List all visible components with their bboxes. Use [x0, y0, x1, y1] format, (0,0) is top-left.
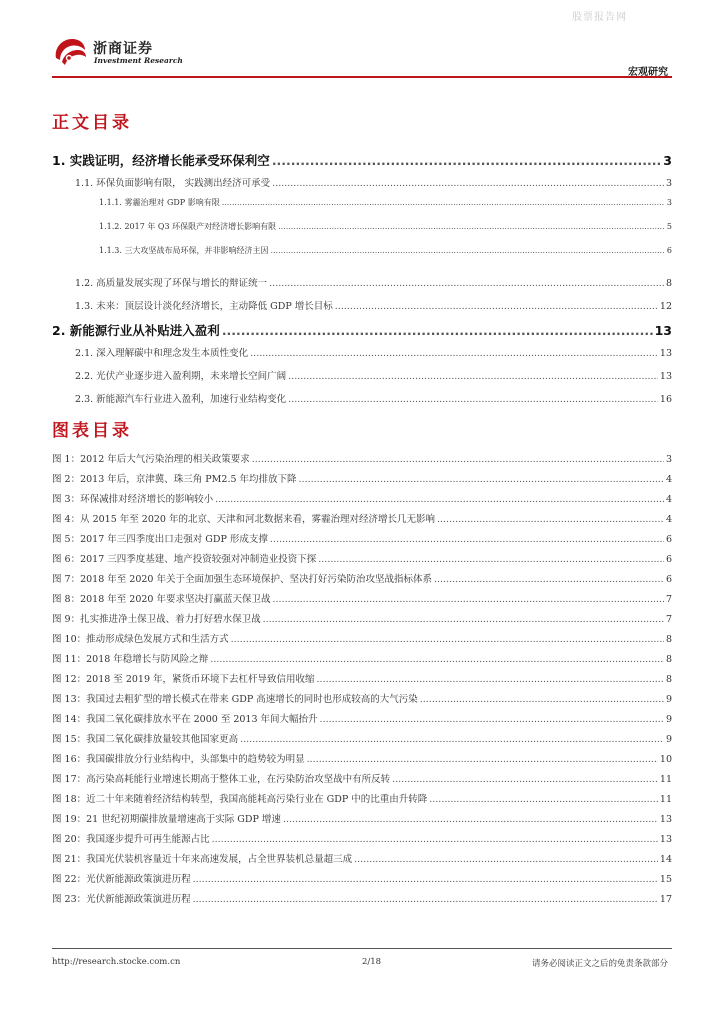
toc-entry-label: 1. 实践证明，经济增长能承受环保利空 [52, 153, 270, 168]
figure-entry-page: 4 [665, 494, 672, 505]
toc-entry-label: 2.1. 深入理解碳中和理念发生本质性变化 [75, 348, 249, 359]
figure-entry[interactable] [52, 611, 672, 625]
dot-leader [420, 694, 664, 705]
figure-entry-label: 图 11：2018 年稳增长与防风险之辩 [52, 654, 209, 665]
dot-leader [335, 301, 658, 312]
figure-entry-label: 图 2：2013 年后，京津冀、珠三角 PM2.5 年均排放下降 [52, 474, 297, 485]
dot-leader [392, 774, 658, 785]
figure-entry[interactable] [52, 571, 672, 585]
dot-leader [270, 534, 664, 545]
figure-entry-label: 图 6：2017 三四季度基建、地产投资较强对冲制造业投资下探 [52, 554, 317, 565]
figure-list-title: 图表目录 [52, 421, 132, 441]
dot-leader [288, 394, 658, 405]
dot-leader [240, 734, 664, 745]
footer-url[interactable]: http://research.stocke.com.cn [52, 957, 181, 967]
figure-entry-page: 14 [659, 854, 672, 865]
dot-leader [215, 494, 664, 505]
dot-leader [263, 614, 664, 625]
figure-entry[interactable] [52, 791, 672, 805]
figure-entry-page: 8 [665, 654, 672, 665]
figure-entry-page: 8 [665, 634, 672, 645]
figure-entry-label: 图 17：高污染高耗能行业增速长期高于整体工业，在污染防治攻坚战中有所反转 [52, 774, 391, 785]
figure-entry[interactable] [52, 671, 672, 685]
figure-entry[interactable] [52, 691, 672, 705]
dot-leader [231, 634, 664, 645]
figure-entry-page: 15 [659, 874, 672, 885]
toc-entry[interactable] [52, 151, 672, 169]
toc-entry[interactable] [75, 368, 672, 382]
figure-entry-page: 9 [665, 714, 672, 725]
toc-entry-page: 3 [663, 153, 672, 168]
brand-name-en: Investment Research [94, 56, 183, 65]
dot-leader [320, 714, 664, 725]
figure-entry-label: 图 3：环保减排对经济增长的影响较小 [52, 494, 214, 505]
figure-entry[interactable] [52, 471, 672, 485]
figure-entry-page: 7 [665, 594, 672, 605]
figure-entry-page: 11 [659, 774, 672, 785]
toc-entry-page: 5 [666, 222, 672, 231]
figure-entry[interactable] [52, 531, 672, 545]
toc-entry-label: 2.3. 新能源汽车行业进入盈利，加速行业结构变化 [75, 394, 287, 405]
toc-entry-page: 8 [665, 278, 672, 289]
toc-entry-page: 16 [659, 394, 672, 405]
toc-entry[interactable] [99, 197, 672, 208]
toc-entry-page: 12 [659, 301, 672, 312]
dot-leader [437, 514, 664, 525]
dot-leader [434, 574, 664, 585]
figure-entry-page: 10 [659, 754, 672, 765]
toc-entry-page: 13 [659, 348, 672, 359]
figure-entry-label: 图 18：近二十年来随着经济结构转型，我国高能耗高污染行业在 GDP 中的比重由升转降 [52, 794, 428, 805]
figure-entry[interactable] [52, 711, 672, 725]
dot-leader [429, 794, 658, 805]
dot-leader [222, 198, 665, 207]
header-divider [52, 76, 672, 78]
toc-entry-label: 1.1.1. 雾霾治理对 GDP 影响有限 [99, 198, 220, 207]
dot-leader [212, 834, 658, 845]
figure-entry[interactable] [52, 771, 672, 785]
brand-logo-icon [52, 36, 88, 68]
toc-entry-label: 2. 新能源行业从补贴进入盈利 [52, 323, 220, 338]
figure-entry-label: 图 22：光伏新能源政策演进历程 [52, 874, 191, 885]
figure-entry[interactable] [52, 631, 672, 645]
dot-leader [283, 814, 658, 825]
dot-leader [288, 371, 658, 382]
figure-entry-page: 9 [665, 734, 672, 745]
figure-entry[interactable] [52, 451, 672, 465]
toc-entry[interactable] [99, 221, 672, 232]
toc-entry-label: 1.1. 环保负面影响有限， 实践测出经济可承受 [75, 178, 271, 189]
toc-entry[interactable] [75, 275, 672, 289]
dot-leader [252, 454, 664, 465]
dot-leader [272, 594, 663, 605]
figure-entry[interactable] [52, 551, 672, 565]
dot-leader [299, 474, 664, 485]
dot-leader [250, 348, 658, 359]
toc-entry[interactable] [75, 391, 672, 405]
figure-entry-label: 图 15：我国二氧化碳排放量较其他国家更高 [52, 734, 239, 745]
figure-entry-page: 17 [659, 894, 672, 905]
figure-entry[interactable] [52, 851, 672, 865]
figure-entry-page: 4 [665, 474, 672, 485]
dot-leader [272, 153, 661, 168]
figure-entry-page: 6 [665, 554, 672, 565]
watermark: 股票报告网 [572, 12, 627, 23]
figure-entry[interactable] [52, 651, 672, 665]
dot-leader [193, 874, 658, 885]
toc-entry-page: 3 [665, 178, 672, 189]
dot-leader [222, 323, 653, 338]
figure-entry-page: 3 [665, 454, 672, 465]
toc-entry-label: 2.2. 光伏产业逐步进入盈利期，未来增长空间广阔 [75, 371, 287, 382]
toc-entry-label: 1.2. 高质量发展实现了环保与增长的辩证统一 [75, 278, 268, 289]
figure-entry-page: 9 [665, 694, 672, 705]
figure-entry[interactable] [52, 891, 672, 905]
toc-entry[interactable] [75, 175, 672, 189]
dot-leader [272, 178, 664, 189]
dot-leader [354, 854, 658, 865]
figure-entry-page: 11 [659, 794, 672, 805]
figure-entry[interactable] [52, 731, 672, 745]
figure-entry[interactable] [52, 491, 672, 505]
disclaimer-note: 请务必阅读正文之后的免责条款部分 [531, 959, 668, 969]
toc-entry-page: 13 [654, 323, 672, 338]
figure-entry-label: 图 13：我国过去粗犷型的增长模式在带来 GDP 高速增长的同时也形成较高的大气污染 [52, 694, 418, 705]
dot-leader [269, 278, 664, 289]
dot-leader [317, 674, 664, 685]
figure-entry[interactable] [52, 751, 672, 765]
footer-divider [52, 948, 672, 949]
figure-entry-label: 图 14：我国二氧化碳排放水平在 2000 至 2013 年间大幅抬升 [52, 714, 318, 725]
figure-entry-page: 8 [665, 674, 672, 685]
dot-leader [210, 654, 664, 665]
figure-entry-label: 图 12：2018 至 2019 年，紧货币环境下去杠杆导致信用收缩 [52, 674, 315, 685]
figure-entry-label: 图 4：从 2015 年至 2020 年的北京、天津和河北数据来看，雾霾治理对经济增长几无影响 [52, 514, 435, 525]
page-number: 2/18 [362, 957, 382, 967]
figure-entry-label: 图 7：2018 年至 2020 年关于全面加强生态环境保护、坚决打好污染防治攻坚战指标体系 [52, 574, 432, 585]
toc-entry-label: 1.1.2. 2017 年 Q3 环保限产对经济增长影响有限 [99, 222, 277, 231]
toc-entry-label: 1.3. 未来：顶层设计淡化经济增长，主动降低 GDP 增长目标 [75, 301, 333, 312]
toc-entry-page: 13 [659, 371, 672, 382]
toc-entry-page: 3 [666, 198, 672, 207]
brand-name-cn: 浙商证券 [93, 41, 153, 57]
toc-entry[interactable] [52, 321, 672, 339]
dot-leader [270, 246, 664, 255]
brand-logo [52, 36, 252, 68]
figure-entry-label: 图 16：我国碳排放分行业结构中，头部集中的趋势较为明显 [52, 754, 305, 765]
figure-entry-label: 图 1：2012 年后大气污染治理的相关政策要求 [52, 454, 250, 465]
figure-entry[interactable] [52, 831, 672, 845]
dot-leader [193, 894, 658, 905]
toc-title: 正文目录 [52, 113, 132, 133]
figure-entry-label: 图 9：扎实推进净土保卫战、着力打好碧水保卫战 [52, 614, 261, 625]
figure-entry-page: 7 [665, 614, 672, 625]
figure-entry[interactable] [52, 591, 672, 605]
toc-entry[interactable] [75, 298, 672, 312]
toc-entry[interactable] [75, 345, 672, 359]
figure-entry-label: 图 8：2018 年至 2020 年要求坚决打赢蓝天保卫战 [52, 594, 271, 605]
dot-leader [307, 754, 658, 765]
report-category: 宏观研究 [628, 67, 668, 78]
dot-leader [278, 222, 665, 231]
toc-entry[interactable] [99, 245, 672, 256]
toc-entry-page: 6 [666, 246, 672, 255]
figure-entry-page: 4 [665, 514, 672, 525]
figure-entry-page: 6 [665, 534, 672, 545]
figure-entry-label: 图 21：我国光伏装机容量近十年来高速发展，占全世界装机总量超三成 [52, 854, 353, 865]
figure-entry-label: 图 10：推动形成绿色发展方式和生活方式 [52, 634, 229, 645]
dot-leader [318, 554, 664, 565]
figure-entry-page: 13 [659, 814, 672, 825]
figure-entry[interactable] [52, 871, 672, 885]
figure-entry-label: 图 5：2017 年三四季度出口走强对 GDP 形成支撑 [52, 534, 268, 545]
toc-entry-label: 1.1.3. 三大攻坚战布局环保，并非影响经济主因 [99, 246, 269, 255]
figure-entry[interactable] [52, 511, 672, 525]
figure-entry-label: 图 23：光伏新能源政策演进历程 [52, 894, 191, 905]
figure-entry-label: 图 20：我国逐步提升可再生能源占比 [52, 834, 210, 845]
figure-entry-page: 6 [665, 574, 672, 585]
figure-entry-page: 13 [659, 834, 672, 845]
figure-entry[interactable] [52, 811, 672, 825]
figure-entry-label: 图 19：21 世纪初期碳排放量增速高于实际 GDP 增速 [52, 814, 281, 825]
